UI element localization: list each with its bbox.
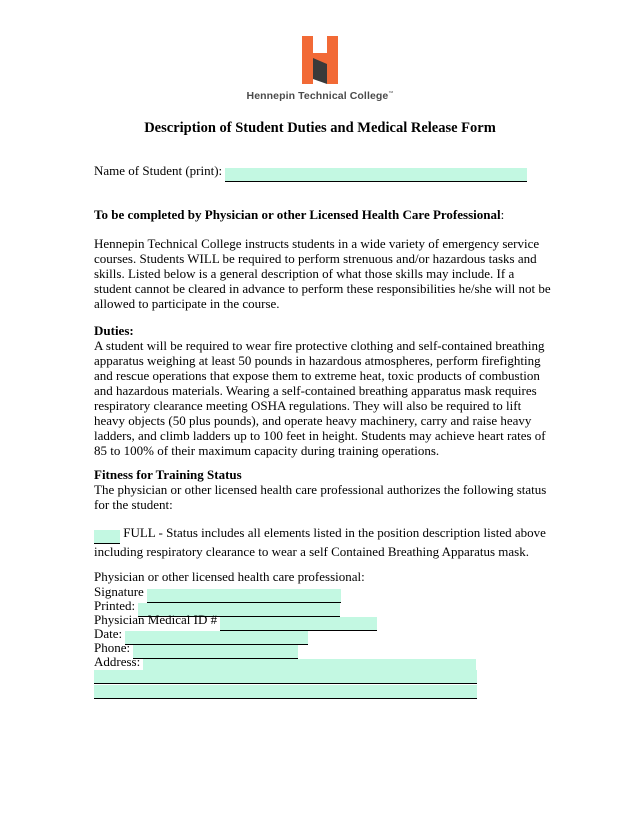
signoff-intro: Physician or other licensed health care professional: bbox=[94, 569, 365, 584]
college-logo bbox=[0, 36, 640, 102]
college-logo-mark bbox=[302, 36, 338, 84]
intro-paragraph: Hennepin Technical College instructs students in a wide variety of emergency service courses. Students WILL be required to perform strenuous and/or hazardous tasks and skills. Listed below is a general description of what those skills may include. If a student cannot be cleared in advance to perform these responsibilities he/she will not be allowed to participate in the course. bbox=[94, 236, 551, 311]
address-label: Address: bbox=[94, 654, 141, 669]
address-line-3-field[interactable] bbox=[94, 685, 477, 699]
college-name: Hennepin Technical College™ bbox=[246, 90, 394, 102]
duties-heading: Duties: bbox=[94, 323, 134, 338]
full-status-row bbox=[94, 525, 554, 559]
fitness-heading: Fitness for Training Status bbox=[94, 467, 242, 482]
printed-label: Printed: bbox=[94, 598, 136, 613]
duties-paragraph: A student will be required to wear fire protective clothing and self-contained breathing apparatus weighing at least 50 pounds in hazardous atmospheres, perform firefighting and rescue operations that expose them to extreme heat, toxic products of combustion and hazardous materials. Wearing a self-contained breathing apparatus mask requires respiratory clearance meeting OSHA regulations. They will also be required to lift heavy objects (50 plus pounds), and operate heavy machinery, carry and raise heavy ladders, and climb ladders up to 100 feet in height. Students may achieve heart rates of 85 to 100% of their maximum capacity during training operations. bbox=[94, 338, 546, 458]
medical-id-label: Physician Medical ID # bbox=[94, 612, 218, 627]
address-line-2-field[interactable] bbox=[94, 670, 477, 684]
date-label: Date: bbox=[94, 626, 123, 641]
full-status-text: FULL - Status includes all elements listed in the position description listed above including respiratory clearance to wear a self Contained Breathing Apparatus mask. bbox=[94, 525, 546, 559]
student-name-field[interactable] bbox=[225, 168, 527, 182]
phone-label: Phone: bbox=[94, 640, 131, 655]
page-title: Description of Student Duties and Medical Release Form bbox=[144, 120, 496, 136]
full-status-field[interactable] bbox=[94, 530, 120, 544]
student-name-row bbox=[94, 163, 527, 182]
professional-heading: To be completed by Physician or other Licensed Health Care Professional: bbox=[94, 207, 505, 222]
student-name-label: Name of Student (print): bbox=[94, 163, 223, 178]
signature-label: Signature bbox=[94, 584, 144, 599]
fitness-paragraph: The physician or other licensed health care professional authorizes the following status for the student: bbox=[94, 482, 547, 512]
